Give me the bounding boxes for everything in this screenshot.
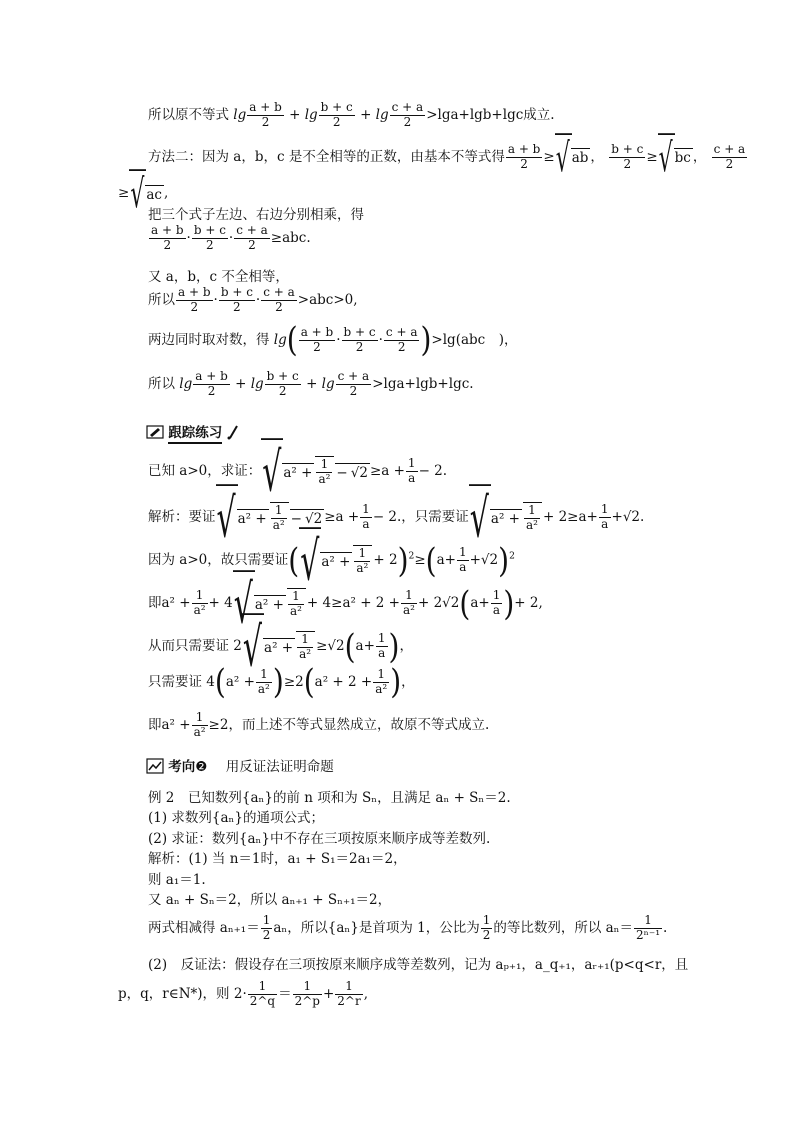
fraction: $\frac{1}{\text{a²}}$ [315, 456, 334, 487]
text-line: 已知 a>0，求证：√ a² + $\frac{1}{\text{a²}}$ − √2 ≥a + $\frac{1}{a}$ − 2. [148, 453, 447, 490]
text-line: 所以 $\frac{a + b}{2}$ · $\frac{b + c}{2}$ · $\frac{c + a}{2}$ >abc>0, [148, 285, 358, 314]
text-line: 则 a₁＝1. [148, 872, 206, 888]
fraction: $\frac{1}{a}$ [458, 545, 467, 574]
fraction: $\frac{b + c}{2}$ [320, 100, 353, 129]
radical: √ ac [129, 180, 164, 207]
fraction: $\frac{b + c}{2}$ [193, 223, 226, 252]
fraction: $\frac{a + b}{2}$ [151, 223, 184, 252]
fraction: $\frac{1}{\text{a²}}$ [193, 710, 206, 739]
fraction: $\frac{a + b}{2}$ [249, 100, 282, 129]
text-line: 所以 lg $\frac{a + b}{2}$ + lg $\frac{b + c}{2}$ + lg $\frac{c + a}{2}$ >lga+lgb+lgc. [148, 369, 474, 398]
text-line: 即a² + $\frac{1}{\text{a²}}$ + 4√ a² + $\frac{1}{\text{a²}}$ + 4≥a² + 2 + $\frac{1}{\text{a²}}$ + 2√2(a+ $\frac{1}{a}$ )+ 2, [148, 585, 543, 622]
text-line: (2) 反证法：假设存在三项按原来顺序成等差数列，记为 aₚ₊₁，a_q₊₁，aᵣ₊₁(p<q<r，且 [148, 957, 689, 973]
text-line: p，q，r∈N*)，则 2· $\frac{1}{2\^{}q}$ ＝ $\frac{1}{2\^{}p}$ + $\frac{1}{2\^{}r}$ , [118, 979, 369, 1008]
text-line: 把三个式子左边、右边分别相乘，得 [148, 207, 364, 223]
fraction: $\frac{c + a}{2}$ [391, 100, 424, 129]
text-line: 解析：(1) 当 n＝1时，a₁ + S₁＝2a₁＝2， [148, 851, 407, 867]
text-line: 解析：要证√ a² + $\frac{1}{\text{a²}}$ − √2 ≥a + $\frac{1}{a}$ − 2.，只需要证√ a² + $\frac{1}{\text{a²}}$ + 2≥a+ $\frac{1}{a}$ +√2. [148, 499, 644, 536]
fraction: $\frac{1}{\text{a²}}$ [353, 545, 372, 576]
fraction: $\frac{1}{a}$ [377, 631, 386, 660]
pencil-icon [146, 425, 164, 443]
radical: √ a² + $\frac{1}{\text{a²}}$ [242, 628, 316, 665]
text-line: $\frac{a + b}{2}$ · $\frac{b + c}{2}$ · $\frac{c + a}{2}$ ≥abc. [151, 223, 311, 252]
fraction: $\frac{1}{2\^{}r}$ [337, 979, 361, 1008]
section-header-track: 跟踪练习 [146, 421, 239, 444]
text-line: (2) 求证：数列{aₙ}中不存在三项按原来顺序成等差数列. [148, 831, 491, 847]
trend-icon [146, 758, 164, 778]
radical: √ a² + $\frac{1}{\text{a²}}$ − √2 [216, 499, 325, 536]
fraction: $\frac{b + c}{2}$ [266, 369, 299, 398]
fraction: $\frac{1}{2\^{}p}$ [294, 979, 320, 1008]
fraction: $\frac{1}{a}$ [407, 456, 416, 485]
fraction: $\frac{1}{\text{a²}}$ [287, 588, 306, 619]
text-line: 又 aₙ + Sₙ＝2，所以 aₙ₊₁ + Sₙ₊₁＝2， [148, 892, 392, 908]
fraction: $\frac{c + a}{2}$ [337, 369, 370, 398]
radical: √ a² + $\frac{1}{\text{a²}}$ − √2 [261, 453, 370, 490]
fraction: $\frac{c + a}{2}$ [263, 285, 295, 314]
fraction: $\frac{1}{\text{a²}}$ [403, 588, 415, 617]
fraction: $\frac{a + b}{2}$ [300, 325, 334, 354]
fraction: $\frac{1}{\text{a²}}$ [523, 502, 542, 533]
fraction: $\frac{1}{\text{2ⁿ⁻¹}}$ [636, 913, 661, 942]
text-line: 例 2 已知数列{aₙ}的前 n 项和为 Sₙ，且满足 aₙ + Sₙ＝2. [148, 790, 511, 806]
fraction: $\frac{1}{\text{a²}}$ [193, 588, 206, 617]
text-line: 两边同时取对数，得 lg( $\frac{a + b}{2}$ · $\frac{b + c}{2}$ · $\frac{c + a}{2}$ )>lg(abc )， [148, 319, 518, 360]
fraction: $\frac{1}{a}$ [362, 502, 370, 531]
text-line: (1) 求数列{aₙ}的通项公式； [148, 810, 324, 826]
fraction: $\frac{1}{2\^{}q}$ [249, 979, 276, 1008]
radical: √ a² + $\frac{1}{\text{a²}}$ [233, 585, 307, 622]
fraction: $\frac{b + c}{2}$ [611, 142, 644, 171]
text-line: 从而只需要证 2√ a² + $\frac{1}{\text{a²}}$ ≥√2(a+ $\frac{1}{a}$ )， [148, 628, 413, 665]
fraction: $\frac{1}{\text{a²}}$ [257, 667, 270, 696]
fraction: $\frac{1}{a}$ [492, 588, 501, 617]
text-line: 即a² + $\frac{1}{\text{a²}}$ ≥2，而上述不等式显然成立，故原不等式成立. [148, 710, 490, 739]
fraction: $\frac{1}{\text{a²}}$ [270, 502, 289, 533]
radical: √ a² + $\frac{1}{\text{a²}}$ [299, 542, 373, 579]
radical: √ ab [555, 144, 591, 171]
pen-mark-icon [227, 424, 239, 444]
text-line: 方法二：因为 a，b，c 是不全相等的正数，由基本不等式得 $\frac{a + b}{2}$ ≥√ ab ， $\frac{b + c}{2}$ ≥√ bc ， $\frac{c + a}{2}$ [148, 143, 748, 172]
text-line: ≥√ ac , [118, 180, 168, 207]
fraction: $\frac{1}{2}$ [262, 913, 271, 942]
fraction: $\frac{c + a}{2}$ [385, 325, 418, 354]
radical: √ bc [658, 144, 693, 171]
section-header-direction: 考向❷ 用反证法证明命题 [146, 755, 334, 778]
fraction: $\frac{1}{a}$ [600, 502, 609, 531]
text-line: 只需要证 4(a² + $\frac{1}{\text{a²}}$ )≥2(a² + 2 + $\frac{1}{\text{a²}}$ )， [148, 661, 415, 702]
fraction: $\frac{a + b}{2}$ [178, 285, 211, 314]
fraction: $\frac{a + b}{2}$ [195, 369, 228, 398]
fraction: $\frac{c + a}{2}$ [236, 223, 268, 252]
fraction: $\frac{1}{\text{a²}}$ [296, 631, 315, 662]
fraction: $\frac{a + b}{2}$ [507, 142, 541, 171]
fraction: $\frac{b + c}{2}$ [220, 285, 253, 314]
text-line: 又 a，b，c 不全相等， [148, 269, 289, 285]
text-line: 因为 a>0，故只需要证(√ a² + $\frac{1}{\text{a²}}$ + 2)$^2$≥(a+ $\frac{1}{a}$ +√2)$^2$ [148, 542, 515, 579]
fraction: $\frac{c + a}{2}$ [713, 142, 746, 171]
fraction: $\frac{b + c}{2}$ [343, 325, 376, 354]
fraction: $\frac{1}{2}$ [482, 913, 491, 942]
radical: √ a² + $\frac{1}{\text{a²}}$ [469, 499, 543, 536]
fraction: $\frac{1}{\text{a²}}$ [375, 667, 388, 696]
text-line: 两式相减得 aₙ₊₁＝ $\frac{1}{2}$ aₙ，所以{aₙ}是首项为 1，公比为 $\frac{1}{2}$ 的等比数列，所以 aₙ＝ $\frac{1}{\text{2ⁿ⁻¹}}$ . [148, 913, 668, 942]
text-line: 所以原不等式 lg $\frac{a + b}{2}$ + lg $\frac{b + c}{2}$ + lg $\frac{c + a}{2}$ >lga+lgb+lgc成立. [148, 100, 555, 129]
